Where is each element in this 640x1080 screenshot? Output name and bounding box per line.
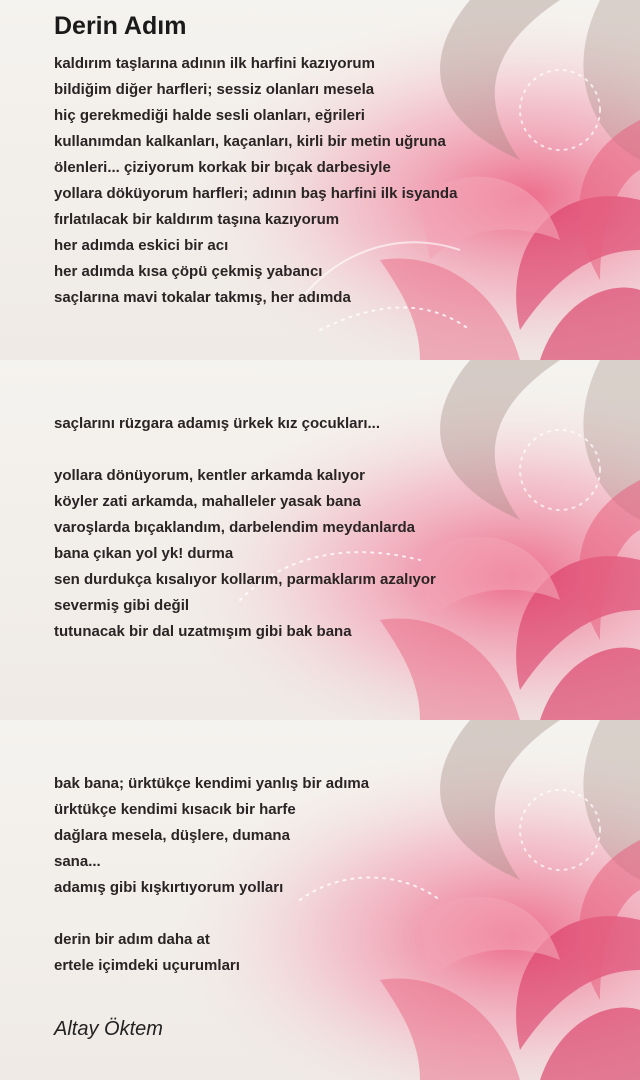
poem-line: her adımda eskici bir acı [54, 237, 229, 254]
stanza-1 [54, 51, 457, 311]
poem-line: köyler zati arkamda, mahalleler yasak bana [54, 493, 361, 510]
poem-line: hiç gerekmediği halde sesli olanları, eğrileri [54, 107, 365, 124]
poem-line: sana... [54, 853, 101, 870]
poem-line: varoşlarda bıçaklandım, darbelendim meydanlarda [54, 519, 415, 536]
poem-line: yollara döküyorum harfleri; adının baş harfini ilk isyanda [54, 185, 458, 202]
poem-line: ölenleri... çiziyorum korkak bir bıçak darbesiyle [54, 159, 391, 176]
stanza-5 [54, 927, 240, 979]
stanza-4 [54, 771, 369, 901]
poem-line: saçlarına mavi tokalar takmış, her adımda [54, 289, 351, 306]
poem-line: her adımda kısa çöpü çekmiş yabancı [54, 263, 323, 280]
poem-line: kullanımdan kalkanları, kaçanları, kirli bir metin uğruna [54, 133, 446, 150]
poem-line: ürktükçe kendimi kısacık bir harfe [54, 801, 296, 818]
poem-line: severmiş gibi değil [54, 597, 190, 614]
poem-line: ertele içimdeki uçurumları [54, 957, 240, 974]
poem-line: fırlatılacak bir kaldırım taşına kazıyorum [54, 211, 340, 228]
poem-line: bildiğim diğer harfleri; sessiz olanları mesela [54, 81, 375, 98]
stanza-2 [54, 411, 380, 437]
poem-author: Altay Öktem [54, 1018, 163, 1040]
poem-line: saçlarını rüzgara adamış ürkek kız çocukları... [54, 415, 380, 432]
poem-line: kaldırım taşlarına adının ilk harfini kazıyorum [54, 55, 375, 72]
poem-title: Derin Adım [54, 12, 187, 40]
poem-line: bak bana; ürktükçe kendimi yanlış bir adıma [54, 775, 370, 792]
poem-line: adamış gibi kışkırtıyorum yolları [54, 879, 284, 896]
poem-line: derin bir adım daha at [54, 931, 210, 948]
poem-line: sen durdukça kısalıyor kollarım, parmaklarım azalıyor [54, 571, 436, 588]
poem-line: yollara dönüyorum, kentler arkamda kalıyor [54, 467, 365, 484]
poem-line: bana çıkan yol yk! durma [54, 545, 234, 562]
poem-line: tutunacak bir dal uzatmışım gibi bak bana [54, 623, 352, 640]
poem-line: dağlara mesela, düşlere, dumana [54, 827, 290, 844]
stanza-3 [54, 463, 436, 645]
